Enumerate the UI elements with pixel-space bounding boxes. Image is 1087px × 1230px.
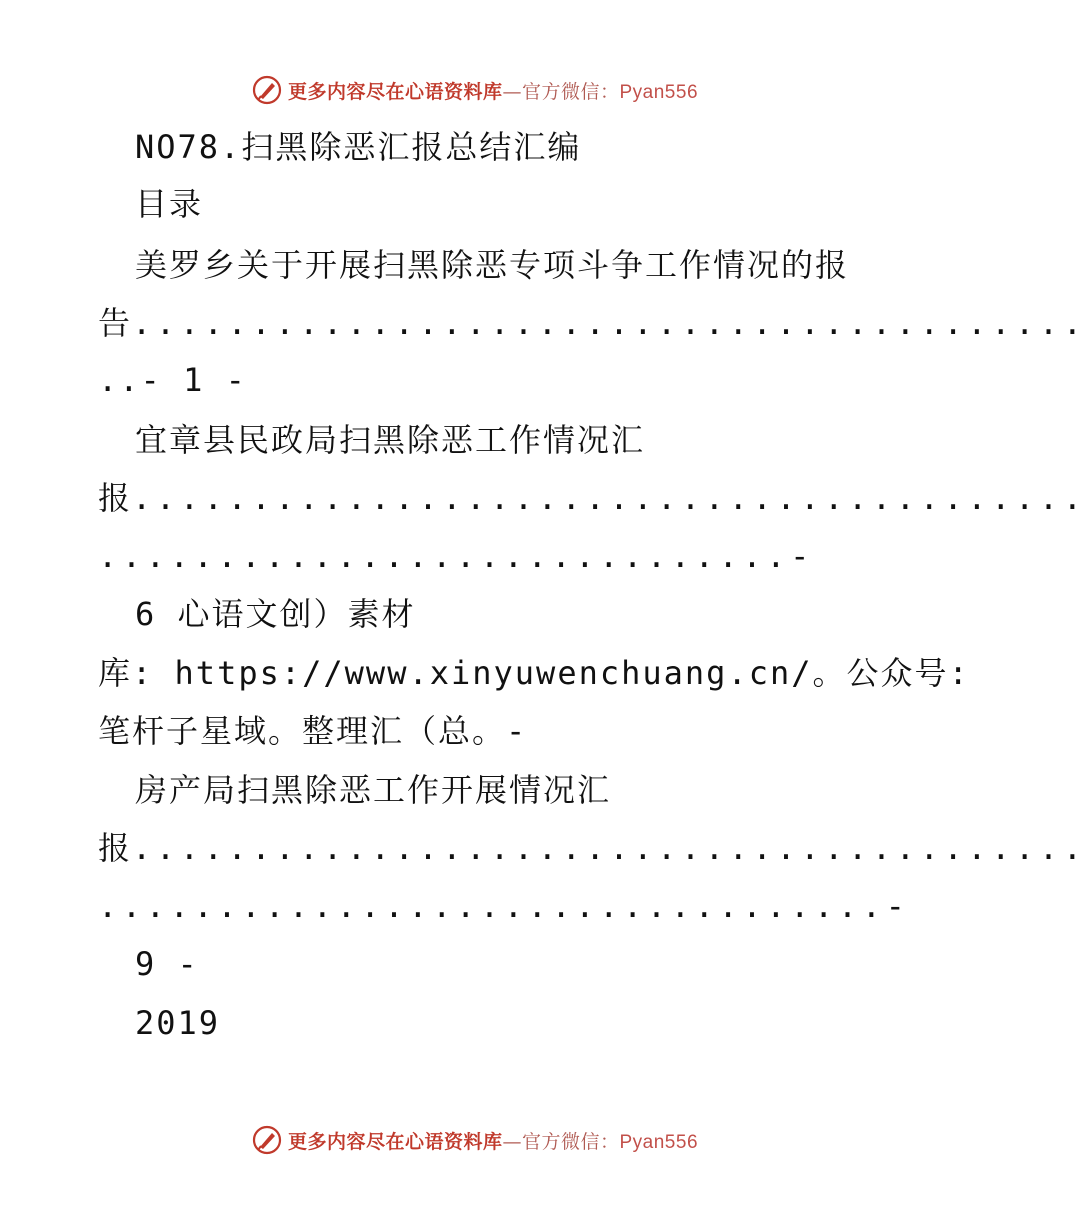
toc-entry-1-page: ..- 1 -: [98, 361, 247, 399]
toc-heading: 目录: [135, 185, 204, 223]
year-line: 2019: [135, 1004, 221, 1042]
toc-entry-2-page-and-source: 6 心语文创）素材: [135, 595, 416, 633]
watermark-text: 更多内容尽在心语资料库—官方微信：Pyan556: [287, 1130, 699, 1153]
toc-entry-3-dots: .................................-: [98, 887, 910, 925]
quill-seal-icon: [252, 1125, 282, 1155]
source-url-line: 库: https://www.xinyuwenchuang.cn/。公众号:: [98, 654, 970, 692]
toc-entry-3-title: 房产局扫黑除恶工作开展情况汇: [135, 771, 612, 809]
watermark-text: 更多内容尽在心语资料库—官方微信：Pyan556: [287, 80, 699, 103]
source-account-line: 笔杆子星域。整理汇（总。-: [98, 712, 528, 750]
document-title: NO78.扫黑除恶汇报总结汇编: [135, 128, 582, 166]
watermark-banner-bottom: [0, 1120, 950, 1160]
toc-entry-3-page: 9 -: [135, 945, 199, 983]
toc-entry-1-leader: 告........................................: [98, 304, 1087, 342]
toc-entry-1-title: 美罗乡关于开展扫黑除恶专项斗争工作情况的报: [135, 246, 850, 284]
toc-entry-2-leader: 报........................................: [98, 479, 1087, 517]
toc-entry-2-title: 宜章县民政局扫黑除恶工作情况汇: [135, 421, 646, 459]
toc-entry-2-dots: .............................-: [98, 537, 814, 575]
toc-entry-3-leader: 报........................................: [98, 829, 1087, 867]
